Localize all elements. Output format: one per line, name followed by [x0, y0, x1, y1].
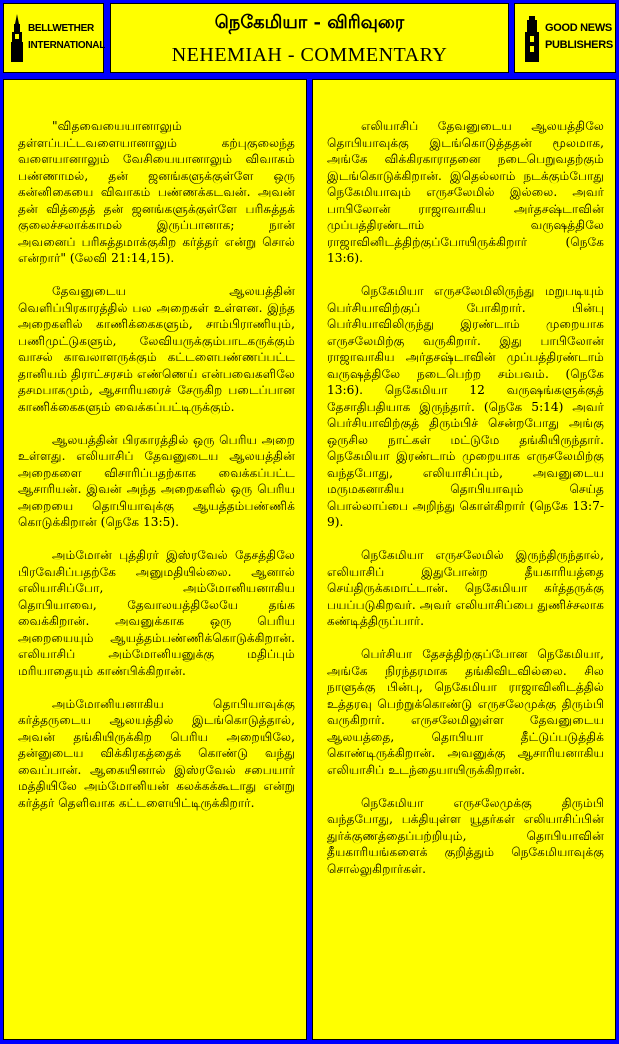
right-logo-line1: GOOD NEWS — [545, 22, 612, 34]
paragraph: தேவனுடைய ஆலயத்தின் வெளிப்பிரகாரத்தில் பல அறைகள் உள்ளன. இந்த அறைகளில் காணிக்கைகளும், சாம்பிராணியும், பணிமுட்டுகளும், லேவியருக்கும்பாடகருக்கும் வாசல் காவலாளருக்கும் கட்டளைபண்ணப்பட்ட தானியம் திராட்சரசம் எண்ணெய் என்பவைகளிலே தசமபாகமும், ஆசாரியரைச் சேருகிற படைப்பான காணிக்கைகளும் வைக்கப்பட்டிருக்கும். — [18, 284, 295, 414]
title-box — [110, 3, 509, 73]
tower-icon — [521, 14, 543, 62]
paragraph: அம்மோனியனாகிய தொபியாவுக்கு கர்த்தருடைய ஆலயத்தில் இடங்கொடுத்தால், அவன் தங்கியிருக்கிற பெரிய அறையிலே, தன்னுடைய விக்கிரகத்தைக் கொண்டு வந்து வைப்பான். ஆகையினால் இஸ்ரவேல் சபையார் மத்தியிலே அம்மோனியன் கலக்கக்கூடாது என்று கர்த்தர் தெளிவாக கட்டளையிட்டிருக்கிறார். — [18, 696, 295, 810]
right-column — [312, 79, 616, 1040]
bellwether-logo — [3, 3, 104, 73]
bell-tower-icon — [9, 14, 25, 62]
title-tamil: நெகேமியா - விரிவுரை — [214, 12, 405, 33]
paragraph: நெகேமியா எருசலேமிலிருந்து மறுபடியும் பெர்சியாவிற்குப் போகிறார். பின்பு பெர்சியாவிலிருந்து இரண்டாம் முறையாக எருசலேமிற்கு வருகிறார். இது பாபிலோன் ராஜாவாகிய அர்தசஷ்டாவின் முப்பத்திரண்டாம் வருஷத்திலே நடைபெற்ற சம்பவம். (நெகே 13:6). நெகேமியா 12 வருஷங்களுக்குத் தேசாதிபதியாக இருந்தார். (நெகே 5:14) அவர் பெர்சியாவிற்குத் திரும்பிச் சென்றபோது அங்கு ஒருசில நாட்கள் மட்டுமே தங்கியிருந்தார். நெகேமியா இரண்டாம் முறையாக எருசலேமிற்கு வந்தபோது, எலியாசிப்பும், அவனுடைய மருமகனாகிய தொபியாவும் செய்த பொல்லாப்பை அறிந்து கொள்கிறார் (நெகே 13:7-9). — [327, 284, 604, 529]
left-logo-line1: BELLWETHER — [28, 23, 94, 34]
paragraph: எலியாசிப் தேவனுடைய ஆலயத்திலே தொபியாவுக்கு இடங்கொடுத்ததன் மூலமாக, அங்கே விக்கிரகாராதனை நடைபெறுவதற்கும் இடங்கொடுக்கிறான். இதெல்லாம் நடக்கும்போது நெகேமியாவும் எருசலேமில் இல்லை. அவர் பாபிலோன் ராஜாவாகிய அர்தசஷ்டாவின் முப்பத்திரண்டாம் வருஷத்திலே ராஜாவினிடத்திற்குப்போயிருக்கிறார் (நெகே 13:6). — [327, 119, 604, 265]
page-header — [0, 0, 619, 78]
paragraph: பெர்சியா தேசத்திற்குப்போன நெகேமியா, அங்கே நிரந்தரமாக தங்கிவிடவில்லை. சில நாளுக்கு பின்பு, நெகேமியா ராஜாவினிடத்தில் உத்தரவு பெற்றுக்கொண்டு எருசலேமுக்கு திரும்பி வருகிறார். எருசலேமிலுள்ள தேவனுடைய ஆலயத்தை, தொபியா தீட்டுப்படுத்திக் கொண்டிருக்கிறான். அவனுக்கு ஆசாரியனாகிய எலியாசிப் உடந்தையாயிருக்கிறான். — [327, 647, 604, 777]
paragraph: நெகேமியா எருசலேமில் இருந்திருந்தால், எலியாசிப் இதுபோன்ற தீயகாரியத்தை செய்திருக்கமாட்டான். நெகேமியா கர்த்தருக்கு பயப்படுகிறவர். அவர் எலியாசிப்பை துணிச்சலாக கண்டித்திருப்பார். — [327, 548, 604, 628]
left-logo-line2: INTERNATIONAL — [28, 40, 106, 51]
paragraph: "விதவையையானாலும் தள்ளப்பட்டவளையானாலும் கற்புகுலைந்த வளையானாலும் வேசியையானாலும் விவாகம் பண்ணாமல், தன் ஜனங்களுக்குள்ளே ஒரு கன்னிகையை விவாகம் பண்ணக்கடவன். அவன் தன் வித்தைத் தன் ஜனங்களுக்குள்ளே பரிசுத்தக் குலைச்சலாக்காமல் இருப்பானாக; நான் அவனைப் பரிசுத்தமாக்குகிற கர்த்தர் என்று சொல் என்றார்" (லேவி 21:14,15). — [18, 119, 295, 265]
paragraph: ஆலயத்தின் பிரகாரத்தில் ஒரு பெரிய அறை உள்ளது. எலியாசிப் தேவனுடைய ஆலயத்தின் அறைகளை விசாரிப்பதற்காக வைக்கப்பட்ட ஆசாரியன். இவன் அந்த அறைகளில் ஒரு பெரிய அறையை தொபியாவுக்கு ஆயத்தம்பண்ணிக் கொடுக்கிறான் (நெகே 13:5). — [18, 432, 295, 529]
right-logo-line2: PUBLISHERS — [545, 39, 613, 51]
title-english: NEHEMIAH - COMMENTARY — [171, 44, 448, 66]
paragraph: அம்மோன் புத்திரர் இஸ்ரவேல் தேசத்திலே பிரவேசிப்பதற்கே அனுமதியில்லை. ஆனால் எலியாசிப்போ, அம்மோனியனாகிய தொபியாவை, தேவாலயத்திலேயே தங்க வைக்கிறான். அவனுக்காக ஒரு பெரிய அறையையும் ஆயத்தம்பண்ணிக்கொடுக்கிறான். எலியாசிப் அம்மோனியனுக்கு மதிப்பும் மரியாதையும் காண்பிக்கிறான். — [18, 548, 295, 678]
paragraph: நெகேமியா எருசலேமுக்கு திரும்பி வந்தபோது, பக்தியுள்ள யூதர்கள் எலியாசிப்பின் துர்க்குணத்தைப்பற்றியும், தொபியாவின் தீயகாரியங்களைக் குறித்தும் நெகேமியாவுக்கு சொல்லுகிறார்கள். — [327, 795, 604, 876]
left-column — [3, 79, 307, 1040]
good-news-logo — [514, 3, 616, 73]
